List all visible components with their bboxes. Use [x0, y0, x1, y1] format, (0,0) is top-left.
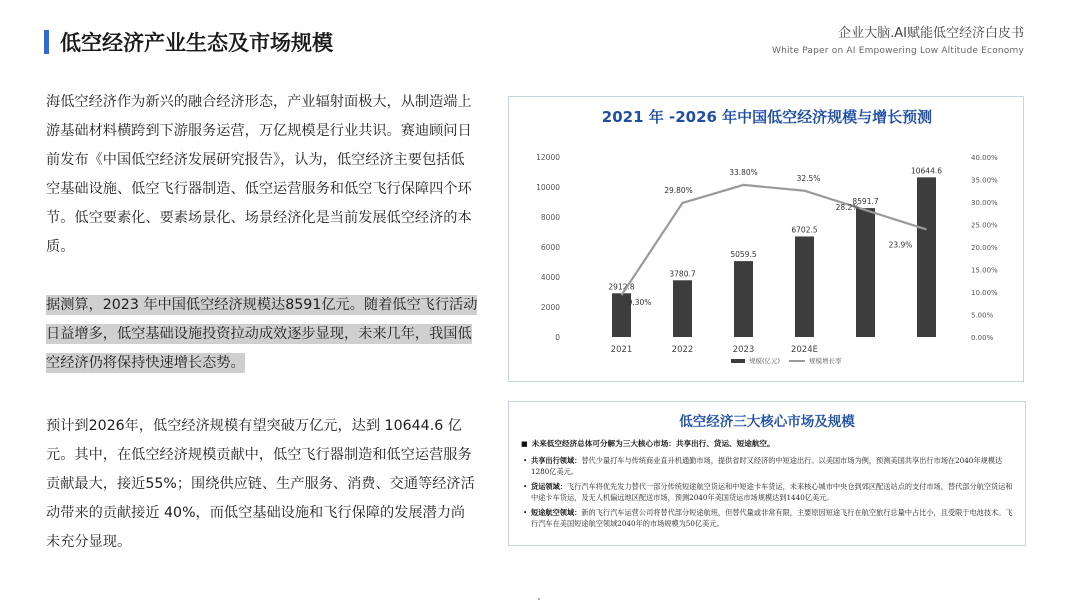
y-right-tick-label: 20.00%	[971, 244, 998, 252]
bar-value-label: 10644.6	[910, 166, 943, 176]
y-right-tick-label: 40.00%	[971, 154, 998, 162]
y-left-tick-label: 0	[555, 333, 560, 342]
bar-value-label: 5059.5	[730, 250, 757, 260]
title-accent-bar	[44, 30, 49, 54]
info-title: 低空经济三大核心市场及规模	[679, 414, 855, 430]
y-left-tick-label: 12000	[536, 153, 560, 162]
y-left-tick-label: 4000	[540, 273, 560, 282]
brand-block	[772, 22, 1024, 56]
info-item: • 短途航空领域：新的飞行汽车运营公司将替代部分短途航班，但替代量或非常有限，主要原因短途飞行在航空旅行总量中占比小，且受限于电池技术。飞行汽车在美国短途航空领域2040年的市场规模为50亿美元。	[521, 507, 1013, 529]
scale-growth-chart	[509, 97, 1025, 383]
chart-title: 2021 年 -2026 年中国低空经济规模与增长预测	[601, 108, 933, 126]
y-right-tick-label: 25.00%	[971, 221, 998, 230]
growth-rate-label: 23.9%	[888, 240, 913, 250]
brand-title-cn: 企业大脑.AI赋能低空经济白皮书	[838, 26, 1024, 41]
bar-value-label: 3780.7	[669, 269, 696, 279]
legend-bar-swatch	[731, 359, 745, 363]
highlighted-text: 据测算，2023 年中国低空经济规模达8591亿元。随着低空飞行活动日益增多，低空基础设施投资拉动成效逐步显现，未来几年，我国低空经济仍将保持快速增长态势。	[46, 297, 478, 371]
y-right-tick-label: 10.00%	[971, 289, 998, 297]
legend-line-label: 规模增长率	[809, 357, 842, 365]
info-item: • 共享出行领域：替代少量打车与传统商业直升机通勤市场，提供省时又经济的中短途出行。以美国市场为例，预测美国共享出行市场在2040年规模达1280亿美元。	[521, 455, 1013, 477]
bar	[673, 280, 692, 337]
bar	[795, 236, 814, 337]
bar-value-label: 6702.5	[791, 225, 818, 235]
growth-rate-label: 32.5%	[796, 173, 821, 183]
info-intro: ■ 未来低空经济总体可分解为三大核心市场：共享出行、货运、短途航空。	[521, 438, 1013, 449]
info-panel	[508, 401, 1026, 546]
growth-rate-label: 33.80%	[729, 167, 758, 177]
y-right-tick-label: 15.00%	[971, 266, 998, 275]
brand-title-en: White Paper on AI Empowering Low Altitude Economy	[771, 46, 1024, 56]
y-left-tick-label: 2000	[540, 303, 560, 312]
x-tick-label: 2022	[671, 345, 694, 355]
growth-line	[622, 185, 927, 295]
bar	[734, 261, 753, 337]
chart-panel	[508, 96, 1024, 382]
y-right-tick-label: 0.00%	[971, 334, 994, 342]
y-left-tick-label: 8000	[540, 213, 560, 222]
growth-rate-label: 28.2%	[835, 203, 860, 213]
bar-value-label: 8591.7	[852, 197, 879, 207]
paragraph-forecast: 预计到2026年，低空经济规模有望突破万亿元，达到 10644.6 亿元。其中，在低空经济规模贡献中，低空飞行器制造和低空运营服务贡献最大，接近55%；围绕供应链、生产服务、消费、交通等经济活动带来的贡献接近 40%，而低空基础设施和飞行保障的发展潜力尚未充分显现。	[46, 418, 475, 550]
growth-rate-label: 29.80%	[664, 185, 693, 195]
y-right-tick-label: 5.00%	[971, 311, 994, 320]
bar	[917, 177, 936, 337]
bar	[856, 208, 875, 337]
y-left-tick-label: 6000	[540, 243, 560, 252]
legend-bar-label: 规模(亿元)	[749, 357, 781, 365]
y-right-tick-label: 35.00%	[971, 176, 998, 185]
paragraph-highlight	[46, 291, 478, 378]
x-tick-label: 2023	[732, 345, 755, 355]
growth-rate-label: 9.30%	[627, 298, 652, 308]
info-item: • 货运领域：飞行汽车将优先发力替代一部分传统短途航空货运和中短途卡车货运，未来核心城市中央仓到郊区配送站点的支付市场，替代部分航空货运和中途卡车货运，及无人机偏远地区配送市场，预测2040年美国货运市场规模达到1440亿美元。	[521, 481, 1013, 503]
decorative-dot	[538, 598, 540, 600]
x-tick-label: 2024E	[790, 345, 819, 355]
y-right-tick-label: 30.00%	[971, 199, 998, 207]
page-title: 低空经济产业生态及市场规模	[60, 31, 333, 55]
y-left-tick-label: 10000	[536, 183, 560, 192]
bar-value-label: 2912.8	[608, 282, 635, 292]
paragraph-intro: 海低空经济作为新兴的融合经济形态，产业辐射面极大，从制造端上游基础材料横跨到下游服务运营，万亿规模是行业共识。赛迪顾问日前发布《中国低空经济发展研究报告》，认为，低空经济主要包括低空基础设施、低空飞行器制造、低空运营服务和低空飞行保障四个环节。低空要素化、要素场景化、场景经济化是当前发展低空经济的本质。	[46, 94, 472, 255]
x-tick-label: 2021	[610, 345, 633, 355]
